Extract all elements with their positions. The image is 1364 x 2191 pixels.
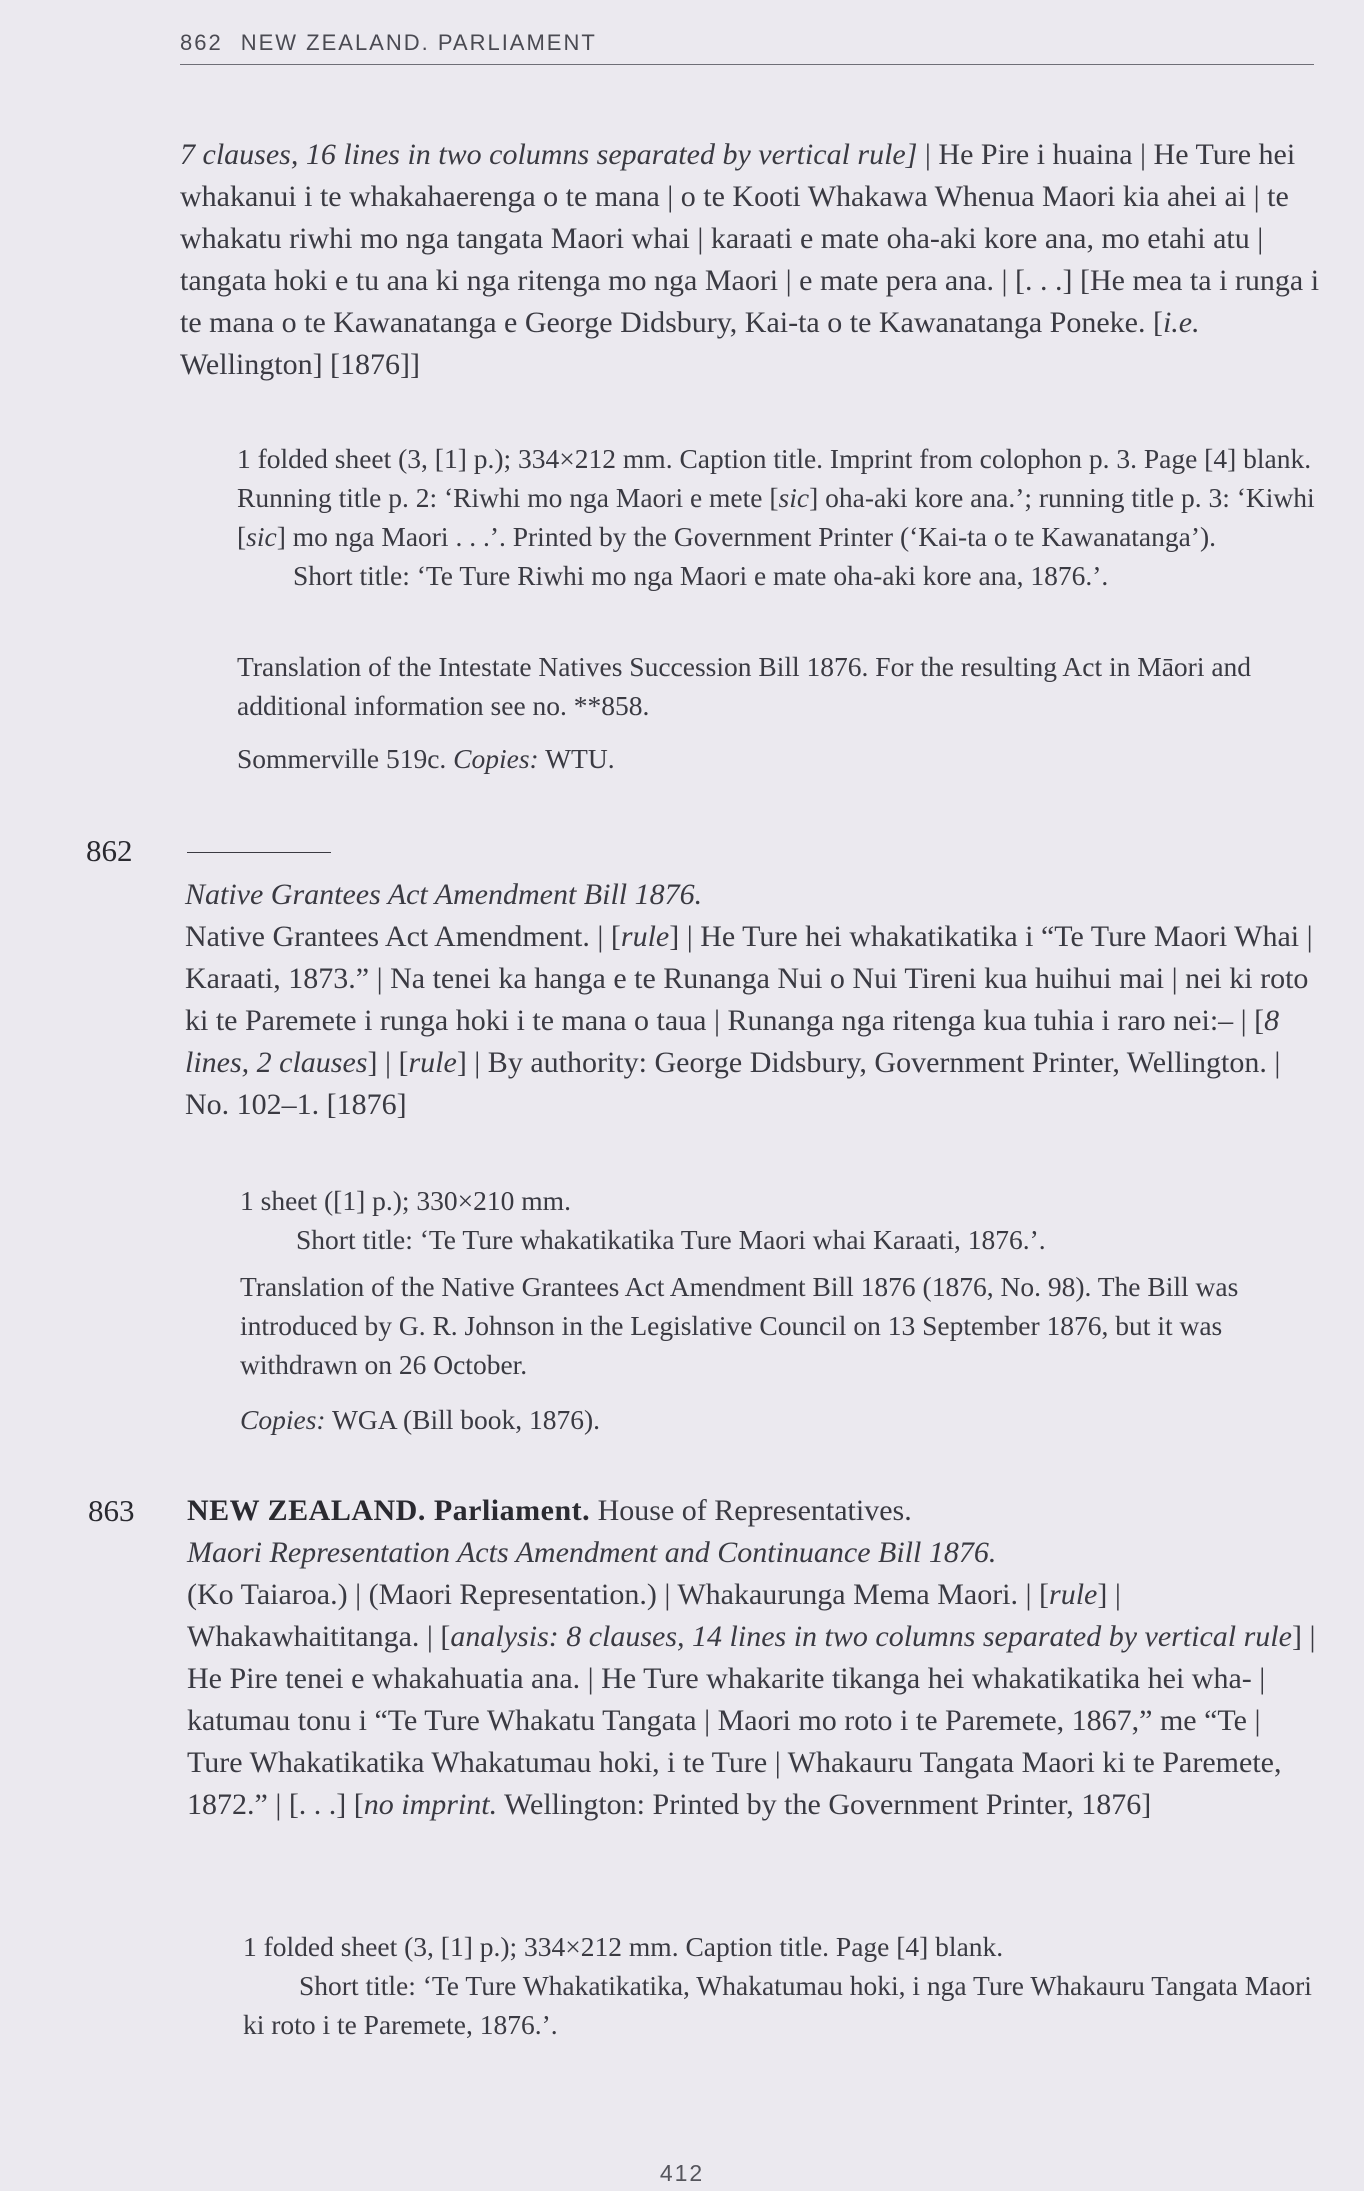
- entry-continuation-italic: 7 clauses, 16 lines in two columns separated by vertical rule]: [180, 138, 918, 171]
- running-header: [180, 30, 1314, 65]
- sic-mark: sic: [246, 521, 277, 552]
- short-title: Short title: ‘Te Ture Riwhi mo nga Maori e mate oha-aki kore ana, 1876.’.: [293, 560, 1109, 591]
- entry-863-title: Maori Representation Acts Amendment and Continuance Bill 1876.: [187, 1536, 997, 1569]
- entry-number-863: 863: [88, 1493, 135, 1528]
- body-part: Wellington: Printed by the Government Printer, 1876]: [497, 1788, 1152, 1821]
- copies-value: WTU.: [538, 743, 615, 774]
- copies-value: WGA (Bill book, 1876).: [325, 1404, 601, 1435]
- analysis-mark: analysis: 8 clauses, 14 lines in two columns separated by vertical rule: [450, 1620, 1292, 1653]
- entry-continuation-notes: [237, 439, 1317, 595]
- entry-862-notes: [240, 1181, 1320, 1259]
- entry-862-title: Native Grantees Act Amendment Bill 1876.: [185, 878, 703, 911]
- entry-862-translation: [240, 1267, 1324, 1384]
- body-part: ] | He Ture hei whakatikatika i “Te Ture Maori Whai | Karaati, 1873.” | Na tenei ka hanga e te Runanga Nui o Nui Tireni kua huihui mai | nei ki roto ki te Paremete i runga hoki i te mana o taua | Runanga nga ritenga kua tuhia i raro nei:– | [: [185, 920, 1313, 1037]
- copies-label: Copies:: [453, 743, 539, 774]
- translation-text: Translation of the Native Grantees Act Amendment Bill 1876 (1876, No. 98). The Bill was introduced by G. R. Johnson in the Legislative Council on 13 September 1876, but it was withdrawn on 26 October.: [240, 1271, 1239, 1380]
- note-part: 1 folded sheet (3, [1] p.); 334×212 mm. Caption title. Imprint from colophon p. 3. Page [4] blank. Running title p. 2: ‘Riwhi mo nga Maori e mete [: [237, 443, 1312, 513]
- entry-number-862: 862: [86, 833, 133, 868]
- physical-description: 1 sheet ([1] p.); 330×210 mm.: [240, 1185, 571, 1216]
- body-part: ] | By authority: George Didsbury, Government Printer, Wellington. | No. 102–1. [1876]: [185, 1046, 1281, 1121]
- translation-note: [237, 647, 1317, 725]
- entry-continuation-text-end: Wellington] [1876]]: [180, 348, 421, 381]
- no-imprint-mark: no imprint.: [363, 1788, 498, 1821]
- author-dash-rule: [187, 852, 331, 853]
- rule-mark: rule: [408, 1046, 457, 1079]
- entry-863-heading-rest: House of Representatives.: [590, 1494, 912, 1527]
- rule-mark: rule: [620, 920, 670, 953]
- entry-863-body: [187, 1490, 1322, 1826]
- physical-description: 1 folded sheet (3, [1] p.); 334×212 mm. Caption title. Page [4] blank.: [243, 1931, 1004, 1962]
- copies-note: [237, 739, 1317, 778]
- rule-mark: rule: [1049, 1578, 1098, 1611]
- entry-continuation-ie: i.e.: [1162, 306, 1200, 339]
- entry-862-copies: [240, 1400, 1320, 1439]
- footer-page-number: 412: [659, 2160, 705, 2186]
- body-part: ] | [: [367, 1046, 409, 1079]
- translation-text: Translation of the Intestate Natives Succession Bill 1876. For the resulting Act in Māori and additional information see no. **858.: [237, 651, 1252, 721]
- entry-continuation-text: | He Pire i huaina | He Ture hei whakanui i te whakahaerenga o te mana | o te Kooti Whakawa Whenua Maori kia ahei ai | te whakatu riwhi mo nga tangata Maori whai | karaati e mate oha-aki kore ana, mo etahi atu | tangata hoki e tu ana ki nga ritenga mo nga Maori | e mate pera ana. | [. . .] [He mea ta i runga i te mana o te Kawanatanga e George Didsbury, Kai-ta o te Kawanatanga Poneke. [: [180, 138, 1320, 339]
- sic-mark: sic: [778, 482, 810, 513]
- body-part: (Ko Taiaroa.) | (Maori Representation.) | Whakaurunga Mema Maori. | [: [187, 1578, 1050, 1611]
- entry-863-notes: [243, 1927, 1323, 2044]
- note-part: ] mo nga Maori . . .’. Printed by the Government Printer (‘Kai-ta o te Kawanatanga’).: [276, 521, 1217, 552]
- header-title: NEW ZEALAND. PARLIAMENT: [240, 30, 597, 55]
- lines-mark: 8 lines, 2 clauses: [185, 1004, 1280, 1079]
- short-title: Short title: ‘Te Ture whakatikatika Ture Maori whai Karaati, 1876.’.: [296, 1224, 1046, 1255]
- note-part: ] oha-aki kore ana.’; running title p. 3: ‘Kiwhi [: [237, 482, 1315, 552]
- sommerville-ref: Sommerville 519c.: [237, 743, 447, 774]
- entry-continuation-body: [180, 134, 1320, 386]
- body-part: ] | He Pire tenei e whakahuatia ana. | He Ture whakarite tikanga hei whakatikatika hei wha- | katumau tonu i “Te Ture Whakatu Tangata | Maori mo roto i te Paremete, 1867,” me “Te | Ture Whakatikatika Whakatumau hoki, i te Ture | Whakauru Tangata Maori ki te Paremete, 1872.” | [. . .] [: [187, 1620, 1316, 1821]
- header-page-number: 862: [180, 30, 223, 55]
- copies-label: Copies:: [240, 1404, 326, 1435]
- entry-862-body: [185, 874, 1320, 1126]
- body-part: Native Grantees Act Amendment. | [: [185, 920, 621, 953]
- entry-863-heading-bold: NEW ZEALAND. Parliament.: [187, 1494, 591, 1527]
- body-part: ] | Whakawhaititanga. | [: [187, 1578, 1121, 1653]
- physical-description: [237, 439, 1317, 556]
- short-title: Short title: ‘Te Ture Whakatikatika, Whakatumau hoki, i nga Ture Whakauru Tangata Maori ki roto i te Paremete, 1876.’.: [243, 1970, 1312, 2040]
